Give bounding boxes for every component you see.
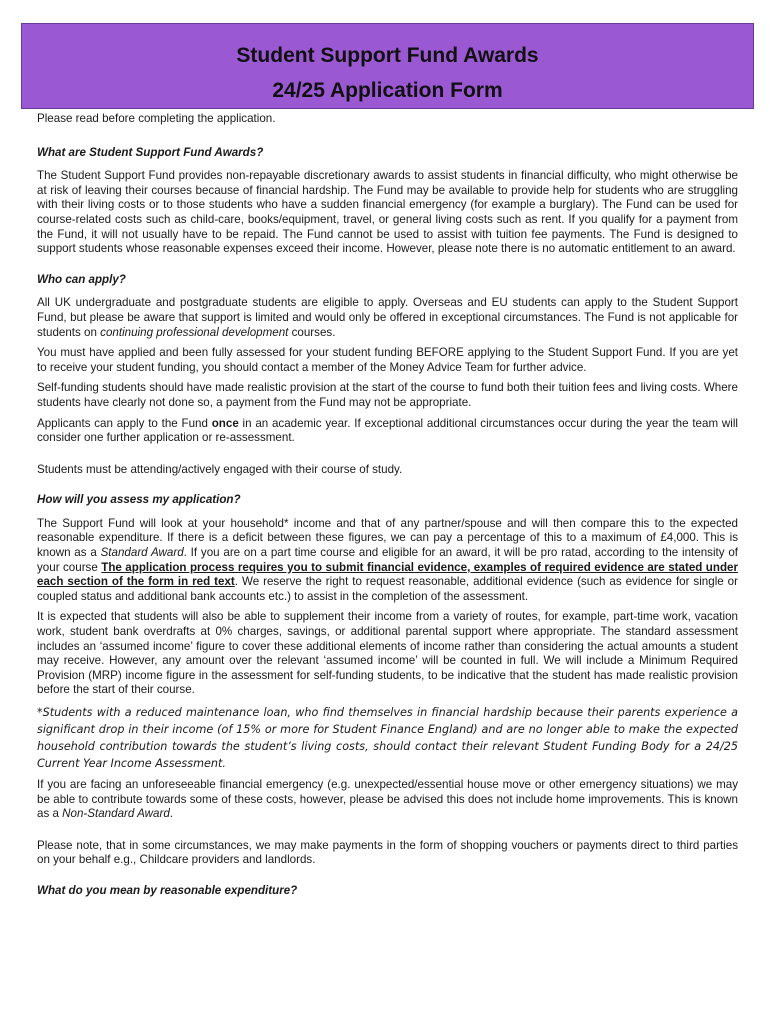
how-paragraph-4: If you are facing an unforeseeable financial emergency (e.g. unexpected/essential house move or other emergency situations) we may be able to contribute towards some of these costs, however, please be advised this does not include home improvements. This is known as a Non-Standard Award.	[37, 778, 738, 821]
form-header	[21, 23, 754, 109]
heading-who: Who can apply?	[37, 272, 126, 286]
intro-text: Please read before completing the application.	[37, 112, 276, 125]
how-paragraph-3: *Students with a reduced maintenance loan, who find themselves in financial hardship because their parents experience a significant drop in their income (of 15% or more for Student Finance England) and are no longer able to make the expected household contribution towards the student’s living costs, should contact their relevant Student Funding Body for a 24/25 Current Year Income Assessment.	[37, 706, 738, 770]
form-body	[37, 112, 738, 908]
form-subtitle: 24/25 Application Form	[272, 79, 503, 102]
who-paragraph-1: All UK undergraduate and postgraduate students are eligible to apply. Overseas and EU students can apply to the Student Support Fund, but please be aware that support is limited and would only be offered in exceptional circumstances. The Fund is not applicable for students on continuing professional development courses.	[37, 296, 738, 339]
who-paragraph-3: Self-funding students should have made realistic provision at the start of the course to fund both their tuition fees and living costs. Where students have clearly not done so, a payment from the Fund may not be appropriate.	[37, 381, 738, 409]
heading-how: How will you assess my application?	[37, 493, 241, 507]
how-paragraph-1: The Support Fund will look at your household* income and that of any partner/spouse and will then compare this to the expected reasonable expenditure. If there is a deficit between these figures, we can pay a percentage of this to a maximum of £4,000. This is known as a Standard Award. If you are on a part time course and eligible for an award, it will be pro ratad, according to the intensity of your course The application process requires you to submit financial evidence, examples of required evidence are stated under each section of the form in red text. We reserve the right to request reasonable, additional evidence (such as evidence for single or coupled status and additional bank accounts etc.) to assist in the completion of the assessment.	[37, 516, 739, 603]
who-paragraph-4: Applicants can apply to the Fund once in an academic year. If exceptional additional circumstances occur during the year the team will consider one further application or re-assessment.	[37, 416, 738, 445]
what-paragraph: The Student Support Fund provides non-repayable discretionary awards to assist students in financial difficulty, who might otherwise be at risk of leaving their courses because of financial hardship. The Fund may be available to provide help for students who are struggling with their living costs or to those students who have a sudden financial emergency (for example a burglary). The Fund can be used for course-related costs such as child-care, books/equipment, travel, or general living costs such as rent. If you qualify for a payment from the Fund, it will not usually have to be repaid. The Fund cannot be used to assist with tuition fee payments. The Fund is designed to support students whose reasonable expenses exceed their income. However, please note there is no automatic entitlement to an award.	[37, 169, 738, 256]
how-paragraph-2: It is expected that students will also be able to supplement their income from a variety of routes, for example, part-time work, vacation work, student bank overdrafts at 0% charges, savings, or additional parental support where appropriate. The standard assessment includes an ‘assumed income’ figure to cover these additional elements of income rather than considering the actual amounts a student may receive. However, any amount over the relevant ‘assumed income’ will be counted in full. We will include a Minimum Required Provision (MRP) income figure in the assessment for self-funding students, to be indicative that the student has made realistic provision before the start of their course.	[37, 610, 738, 697]
heading-reasonable: What do you mean by reasonable expenditure?	[37, 883, 298, 897]
form-title: Student Support Fund Awards	[236, 44, 539, 67]
how-paragraph-5: Please note, that in some circumstances, we may make payments in the form of shopping vouchers or payments direct to third parties on your behalf e.g., Childcare providers and landlords.	[37, 838, 738, 867]
who-paragraph-2: You must have applied and been fully assessed for your student funding BEFORE applying to the Student Support Fund. If you are yet to receive your student funding, you should contact a member of the Money Advice Team for further advice.	[37, 346, 738, 374]
heading-what: What are Student Support Fund Awards?	[37, 145, 264, 159]
who-paragraph-5: Students must be attending/actively engaged with their course of study.	[37, 462, 403, 476]
